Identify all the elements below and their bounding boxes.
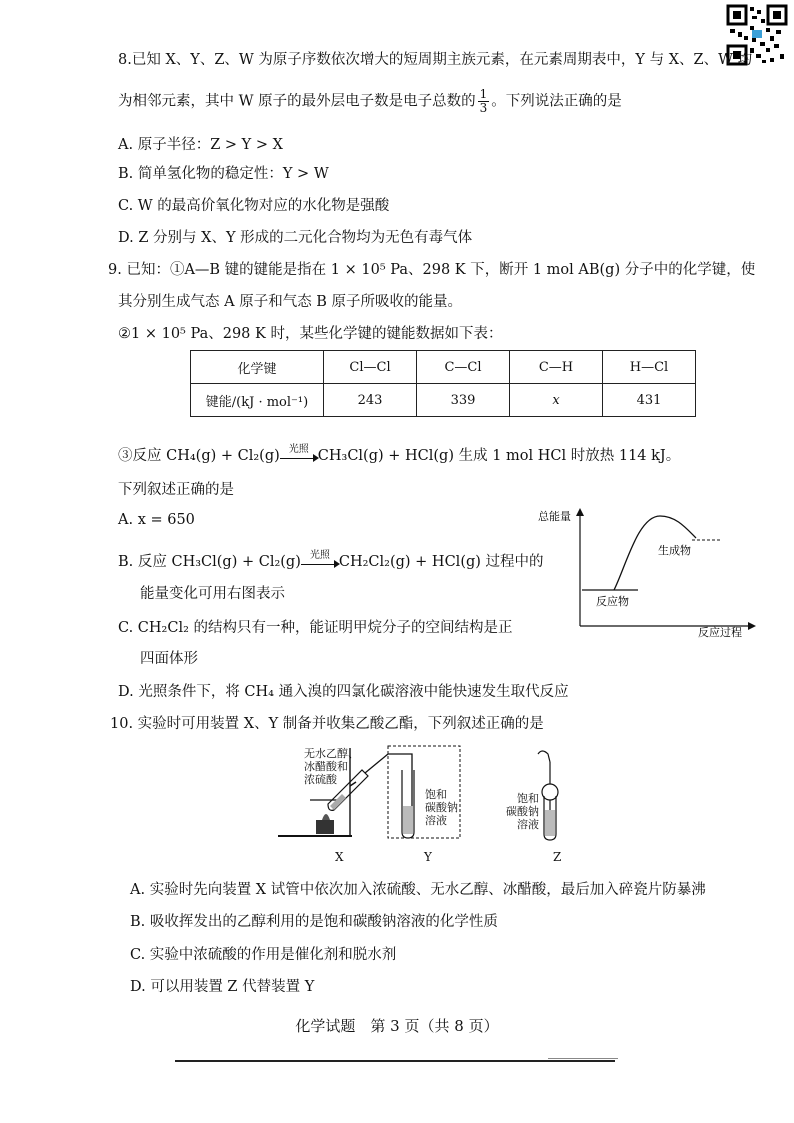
footer-divider-faint xyxy=(548,1058,618,1059)
solution-line: 碳酸钠 xyxy=(425,801,458,814)
solution-y-label xyxy=(425,788,458,827)
table-row xyxy=(191,351,696,384)
page-footer: 化学试题 第 3 页（共 8 页） xyxy=(295,1017,499,1035)
apparatus-label-z: Z xyxy=(553,850,562,864)
q8-option-c: C. W 的最高价氧化物对应的水化物是强酸 xyxy=(118,198,390,214)
solution-line: 碳酸钠 xyxy=(506,805,539,818)
reaction-arrow xyxy=(280,444,318,463)
reagent-line: 浓硫酸 xyxy=(304,773,337,786)
solution-line: 饱和 xyxy=(425,788,447,801)
q9-line5: 下列叙述正确的是 xyxy=(118,482,234,498)
y-axis-label: 总能量 xyxy=(538,510,571,523)
table-cell: 243 xyxy=(324,384,417,417)
q8-line2-post: 。下列说法正确的是 xyxy=(491,93,622,110)
q8-line1: 8.已知 X、Y、Z、W 为原子序数依次增大的短周期主族元素，在元素周期表中，Y 与 X、Z、W 均 xyxy=(118,52,753,68)
q10-stem: 10. 实验时可用装置 X、Y 制备并收集乙酸乙酯，下列叙述正确的是 xyxy=(110,716,544,732)
reagent-line: 冰醋酸和 xyxy=(304,760,348,773)
solution-z-label xyxy=(506,792,539,831)
q9-option-b-pre: B. 反应 CH₃Cl(g) + Cl₂(g) xyxy=(118,554,301,570)
table-row xyxy=(191,384,696,417)
reaction-arrow xyxy=(301,550,339,569)
reagent-label xyxy=(304,747,359,786)
q9-line4-pre: ③反应 CH₄(g) + Cl₂(g) xyxy=(118,448,280,464)
energy-diagram xyxy=(530,506,760,638)
q8-line2 xyxy=(118,88,622,115)
solution-line: 溶液 xyxy=(517,818,539,831)
arrow-label: 光照 xyxy=(288,444,309,455)
x-axis-label: 反应过程 xyxy=(698,626,742,638)
q9-option-b xyxy=(118,550,544,571)
q9-option-c-line2: 四面体形 xyxy=(140,651,198,667)
q8-option-a: A. 原子半径：Z > Y > X xyxy=(118,137,283,153)
table-header-cell: C—H xyxy=(510,351,603,384)
table-header-cell: C—Cl xyxy=(417,351,510,384)
q10-option-c: C. 实验中浓硫酸的作用是催化剂和脱水剂 xyxy=(130,947,397,963)
q10-option-b: B. 吸收挥发出的乙醇利用的是饱和碳酸钠溶液的化学性质 xyxy=(130,914,498,930)
q9-line4 xyxy=(118,444,680,465)
product-label: 生成物 xyxy=(658,544,691,557)
table-cell: 431 xyxy=(603,384,696,417)
q9-line4-post: CH₃Cl(g) + HCl(g) 生成 1 mol HCl 时放热 114 kJ。 xyxy=(317,448,681,464)
q8-line2-pre: 为相邻元素，其中 W 原子的最外层电子数是电子总数的 xyxy=(118,93,476,110)
apparatus-label-x: X xyxy=(335,850,344,864)
table-cell: x xyxy=(510,384,603,417)
q9-option-a: A. x = 650 xyxy=(118,512,195,528)
fraction xyxy=(478,88,490,115)
y-axis-arrow xyxy=(576,508,584,516)
q9-option-c-line1: C. CH₂Cl₂ 的结构只有一种，能证明甲烷分子的空间结构是正 xyxy=(118,620,513,636)
bond-energy-table xyxy=(190,350,696,417)
table-cell: 339 xyxy=(417,384,510,417)
footer-divider xyxy=(175,1060,615,1062)
fraction-denominator: 3 xyxy=(479,101,488,115)
table-header-cell: 化学键 xyxy=(191,351,324,384)
arrow-label: 光照 xyxy=(309,550,330,561)
fraction-numerator: 1 xyxy=(479,87,488,101)
reactant-label: 反应物 xyxy=(596,595,629,608)
q10-option-a: A. 实验时先向装置 X 试管中依次加入浓硫酸、无水乙醇、冰醋酸，最后加入碎瓷片防暴沸 xyxy=(130,882,706,898)
solution-line: 饱和 xyxy=(517,792,539,805)
q9-line1: 9. 已知：①A—B 键的键能是指在 1 × 10⁵ Pa、298 K 下，断开 1 mol AB(g) 分子中的化学键，使 xyxy=(108,262,756,278)
solution-line: 溶液 xyxy=(425,814,447,827)
table-header-cell: Cl—Cl xyxy=(324,351,417,384)
q9-option-b-line2: 能量变化可用右图表示 xyxy=(140,586,285,602)
q9-line2: 其分别生成气态 A 原子和气态 B 原子所吸收的能量。 xyxy=(118,294,463,310)
table-cell: 键能/(kJ · mol⁻¹) xyxy=(191,384,324,417)
q8-option-d: D. Z 分别与 X、Y 形成的二元化合物均为无色有毒气体 xyxy=(118,230,473,246)
q9-line3: ②1 × 10⁵ Pa、298 K 时，某些化学键的键能数据如下表： xyxy=(118,326,503,342)
reagent-line: 无水乙醇、 xyxy=(304,747,359,760)
apparatus-label-y: Y xyxy=(424,850,432,864)
q9-option-d: D. 光照条件下，将 CH₄ 通入溴的四氯化碳溶液中能快速发生取代反应 xyxy=(118,684,569,700)
q9-option-b-post: CH₂Cl₂(g) + HCl(g) 过程中的 xyxy=(338,554,544,570)
q8-option-b: B. 简单氢化物的稳定性：Y > W xyxy=(118,166,329,182)
q10-option-d: D. 可以用装置 Z 代替装置 Y xyxy=(130,979,315,995)
x-axis-arrow xyxy=(748,622,756,630)
table-header-cell: H—Cl xyxy=(603,351,696,384)
